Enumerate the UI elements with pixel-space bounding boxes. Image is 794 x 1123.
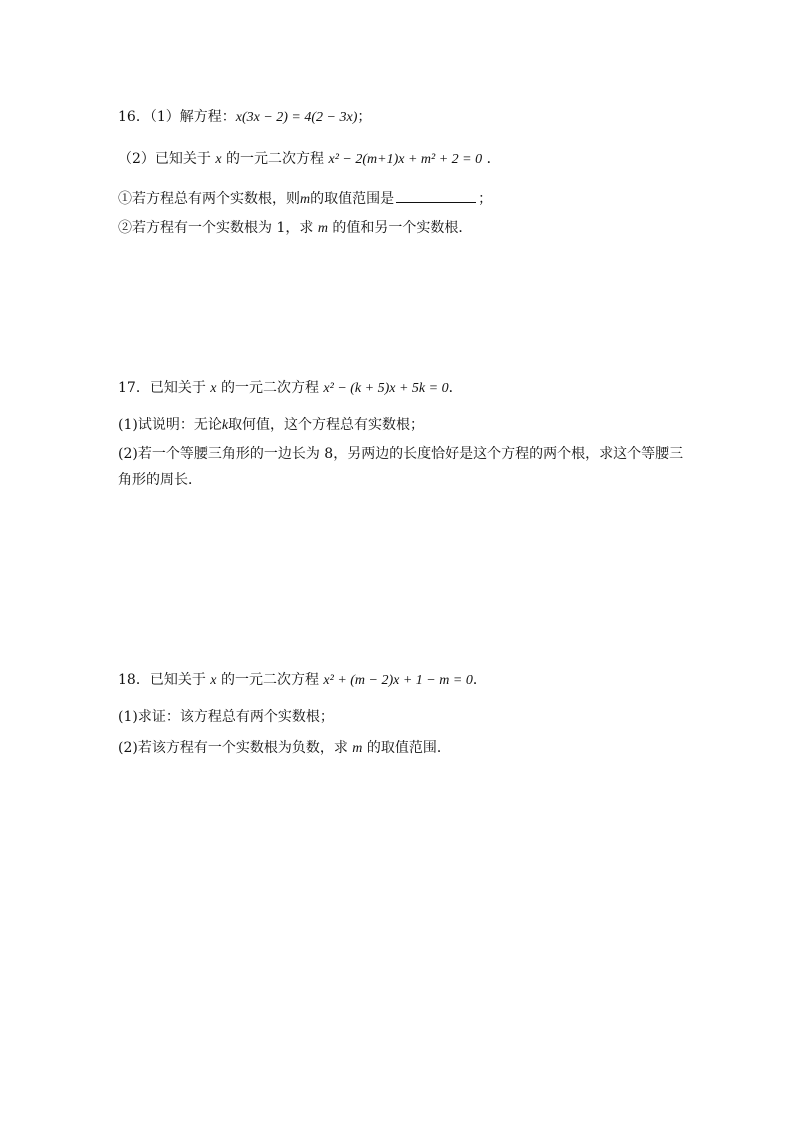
q16-subquestion-1 xyxy=(118,188,684,209)
q16-s1-var: m xyxy=(300,192,311,207)
q16-p2-var: x xyxy=(215,152,222,167)
q18-subquestion-1 xyxy=(118,708,684,726)
q16-p2-mid: 的一元二次方程 xyxy=(226,151,325,167)
q17-punct: ． xyxy=(448,380,463,396)
answer-blank xyxy=(396,188,476,203)
q16-p2-prefix: （2）已知关于 xyxy=(118,151,211,167)
q16-s2-suffix: 的值和另一个实数根． xyxy=(332,220,473,236)
q18-var: x xyxy=(210,673,217,688)
q18-s2-suffix: 的取值范围． xyxy=(366,740,451,756)
q18-s1-text: (1)求证：该方程总有两个实数根； xyxy=(118,709,334,725)
q16-subquestion-2 xyxy=(118,219,684,238)
q16-s1-mid: 的取值范围是 xyxy=(310,191,395,207)
q18-s2-var: m xyxy=(352,741,363,756)
q17-s1-prefix: (1)试说明：无论 xyxy=(118,417,222,433)
q17-s1-suffix: 取何值，这个方程总有实数根； xyxy=(228,417,425,433)
q16-part2 xyxy=(118,150,684,169)
q18-s2-prefix: (2)若该方程有一个实数根为负数，求 xyxy=(118,740,348,756)
q16-p2-punct: ． xyxy=(486,151,501,167)
q17-prefix: 17．已知关于 xyxy=(118,380,206,396)
q17-stem xyxy=(118,379,684,398)
q16-s1-prefix: ①若方程总有两个实数根，则 xyxy=(118,191,300,207)
q16-number-label: 16．（1）解方程： xyxy=(118,109,236,125)
q17-equation: x² − (k + 5)x + 5k = 0 xyxy=(323,381,449,396)
q16-p1-punct: ； xyxy=(357,109,372,125)
q16-part1 xyxy=(118,108,684,127)
q18-prefix: 18．已知关于 xyxy=(118,672,206,688)
q17-var: x xyxy=(210,381,217,396)
q16-s1-punct: ； xyxy=(478,191,493,207)
q18-stem xyxy=(118,671,684,690)
q18-mid: 的一元二次方程 xyxy=(220,672,319,688)
q17-s1-var: k xyxy=(221,418,229,433)
q18-punct: ． xyxy=(472,672,487,688)
q17-s2-text: (2)若一个等腰三角形的一边长为 8，另两边的长度恰好是这个方程的两个根，求这个等腰三角形的周长． xyxy=(118,446,684,488)
q16-equation-1: x(3x − 2) = 4(2 − 3x) xyxy=(235,110,358,125)
q16-s2-prefix: ②若方程有一个实数根为 1，求 xyxy=(118,220,314,236)
q16-equation-2: x² − 2(m+1)x + m² + 2 = 0 xyxy=(328,152,483,167)
q16-s2-var: m xyxy=(317,221,328,236)
q17-subquestion-2 xyxy=(118,441,684,493)
q17-mid: 的一元二次方程 xyxy=(220,380,319,396)
q18-subquestion-2 xyxy=(118,739,684,758)
q18-equation: x² + (m − 2)x + 1 − m = 0 xyxy=(323,673,473,688)
q17-subquestion-1 xyxy=(118,416,684,435)
